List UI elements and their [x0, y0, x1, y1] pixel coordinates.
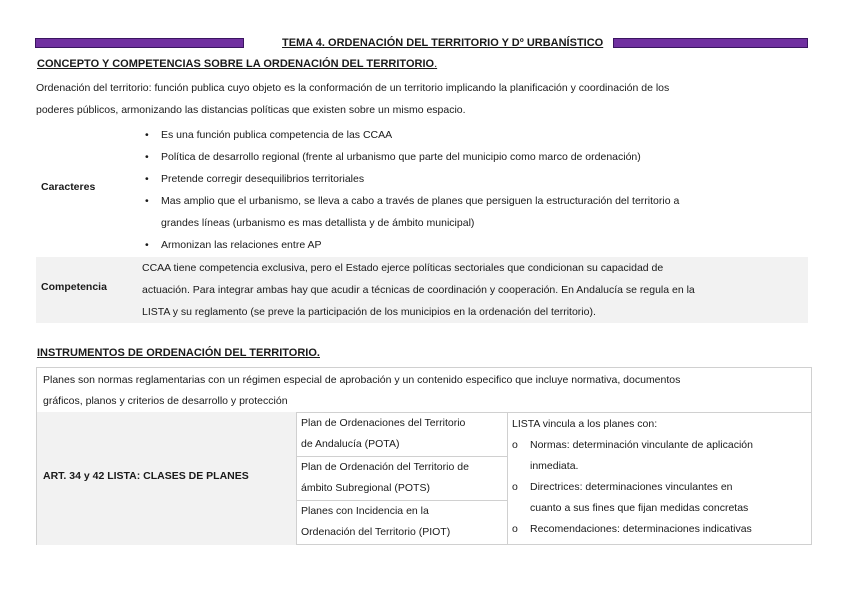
bullet-text: Armonizan las relaciones entre AP — [161, 239, 322, 251]
competencia-line: actuación. Para integrar ambas hay que acudir a técnicas de coordinación y cooperación. En Andalucía se regula en la — [142, 284, 695, 296]
instrumentos-intro-line: Planes son normas reglamentarias con un régimen especial de aprobación y un contenido especifico que incluye normativa, documentos — [43, 374, 681, 386]
instrumentos-intro — [43, 370, 680, 412]
caracteres-label: Caracteres — [41, 181, 96, 193]
intro-line-2: poderes públicos, armonizando las distancias políticas que existen sobre un mismo espacio. — [36, 104, 466, 116]
instrumentos-intro-line: gráficos, planos y criterios de desarrollo y protección — [43, 395, 288, 407]
circle-bullet-icon: o — [512, 481, 518, 493]
intro-line-1: Ordenación del territorio: función publica cuyo objeto es la conformación de un territorio implicando la planificación y coordinación de los — [36, 82, 670, 94]
list-item — [145, 146, 679, 168]
section-heading-concepto-suffix: . — [434, 58, 438, 70]
title-row — [35, 35, 808, 51]
plan-cell-piot — [296, 500, 507, 545]
bullet-text: Pretende corregir desequilibrios territoriales — [161, 173, 365, 185]
clases-planes-cell — [37, 412, 296, 545]
competencia-line: LISTA y su reglamento (se preve la participación de los municipios en la ordenación del territorio). — [142, 306, 596, 318]
bullet-icon: • — [145, 173, 149, 185]
bullet-icon: • — [145, 195, 149, 207]
competencia-line: CCAA tiene competencia exclusiva, pero el Estado ejerce políticas sectoriales que condicionan su capacidad de — [142, 262, 664, 274]
plan-cell-pota — [296, 412, 507, 456]
competencia-box — [36, 257, 808, 323]
title-bar-right — [613, 38, 808, 48]
section-heading-instrumentos: INSTRUMENTOS DE ORDENACIÓN DEL TERRITORIO. — [37, 347, 320, 359]
lista-head: LISTA vincula a los planes con: — [512, 418, 658, 430]
lista-item-continuation: cuanto a sus fines que fijan medidas concretas — [530, 502, 749, 514]
lista-item-directrices — [512, 477, 733, 498]
lista-cell — [507, 412, 812, 545]
bullet-icon: • — [145, 239, 149, 251]
clases-planes-label: ART. 34 y 42 LISTA: CLASES DE PLANES — [43, 470, 249, 482]
lista-item-text: Normas: determinación vinculante de aplicación — [530, 439, 753, 451]
bullet-text: grandes líneas (urbanismo es mas detallista y de ámbito municipal) — [161, 217, 475, 229]
plan-line: ámbito Subregional (POTS) — [301, 482, 430, 494]
bullet-icon: • — [145, 129, 149, 141]
plan-line: Plan de Ordenaciones del Territorio — [301, 417, 466, 429]
bullet-text: Es una función publica competencia de las CCAA — [161, 129, 393, 141]
section-heading-concepto-text: CONCEPTO Y COMPETENCIAS SOBRE LA ORDENACIÓN DEL TERRITORIO — [37, 58, 435, 70]
lista-item-text: Recomendaciones: determinaciones indicativas — [530, 523, 752, 535]
circle-bullet-icon: o — [512, 523, 518, 535]
list-item — [145, 168, 679, 190]
lista-item-continuation: inmediata. — [530, 460, 579, 472]
instrumentos-table — [36, 367, 812, 545]
caracteres-list — [145, 124, 679, 256]
page-title: TEMA 4. ORDENACIÓN DEL TERRITORIO Y Dº URBANÍSTICO — [282, 37, 604, 49]
bullet-text: Política de desarrollo regional (frente al urbanismo que parte del municipio como marco de ordenación) — [161, 151, 641, 163]
lista-item-recomendaciones — [512, 519, 752, 540]
bullet-text: Mas amplio que el urbanismo, se lleva a cabo a través de planes que persiguen la estructuración del territorio a — [161, 195, 680, 207]
section-heading-concepto — [37, 58, 437, 70]
lista-item-normas — [512, 435, 753, 456]
competencia-text — [142, 257, 695, 323]
plan-line: Ordenación del Territorio (PIOT) — [301, 526, 451, 538]
plan-line: Planes con Incidencia en la — [301, 505, 429, 517]
plan-line: Plan de Ordenación del Territorio de — [301, 461, 469, 473]
list-item — [145, 234, 679, 256]
list-item-continuation — [145, 212, 679, 234]
competencia-label: Competencia — [41, 281, 107, 293]
list-item — [145, 124, 679, 146]
plan-cell-pots — [296, 456, 507, 500]
lista-item-text: Directrices: determinaciones vinculantes en — [530, 481, 733, 493]
plan-line: de Andalucía (POTA) — [301, 438, 400, 450]
bullet-icon: • — [145, 151, 149, 163]
title-bar-left — [35, 38, 244, 48]
list-item — [145, 190, 679, 212]
circle-bullet-icon: o — [512, 439, 518, 451]
